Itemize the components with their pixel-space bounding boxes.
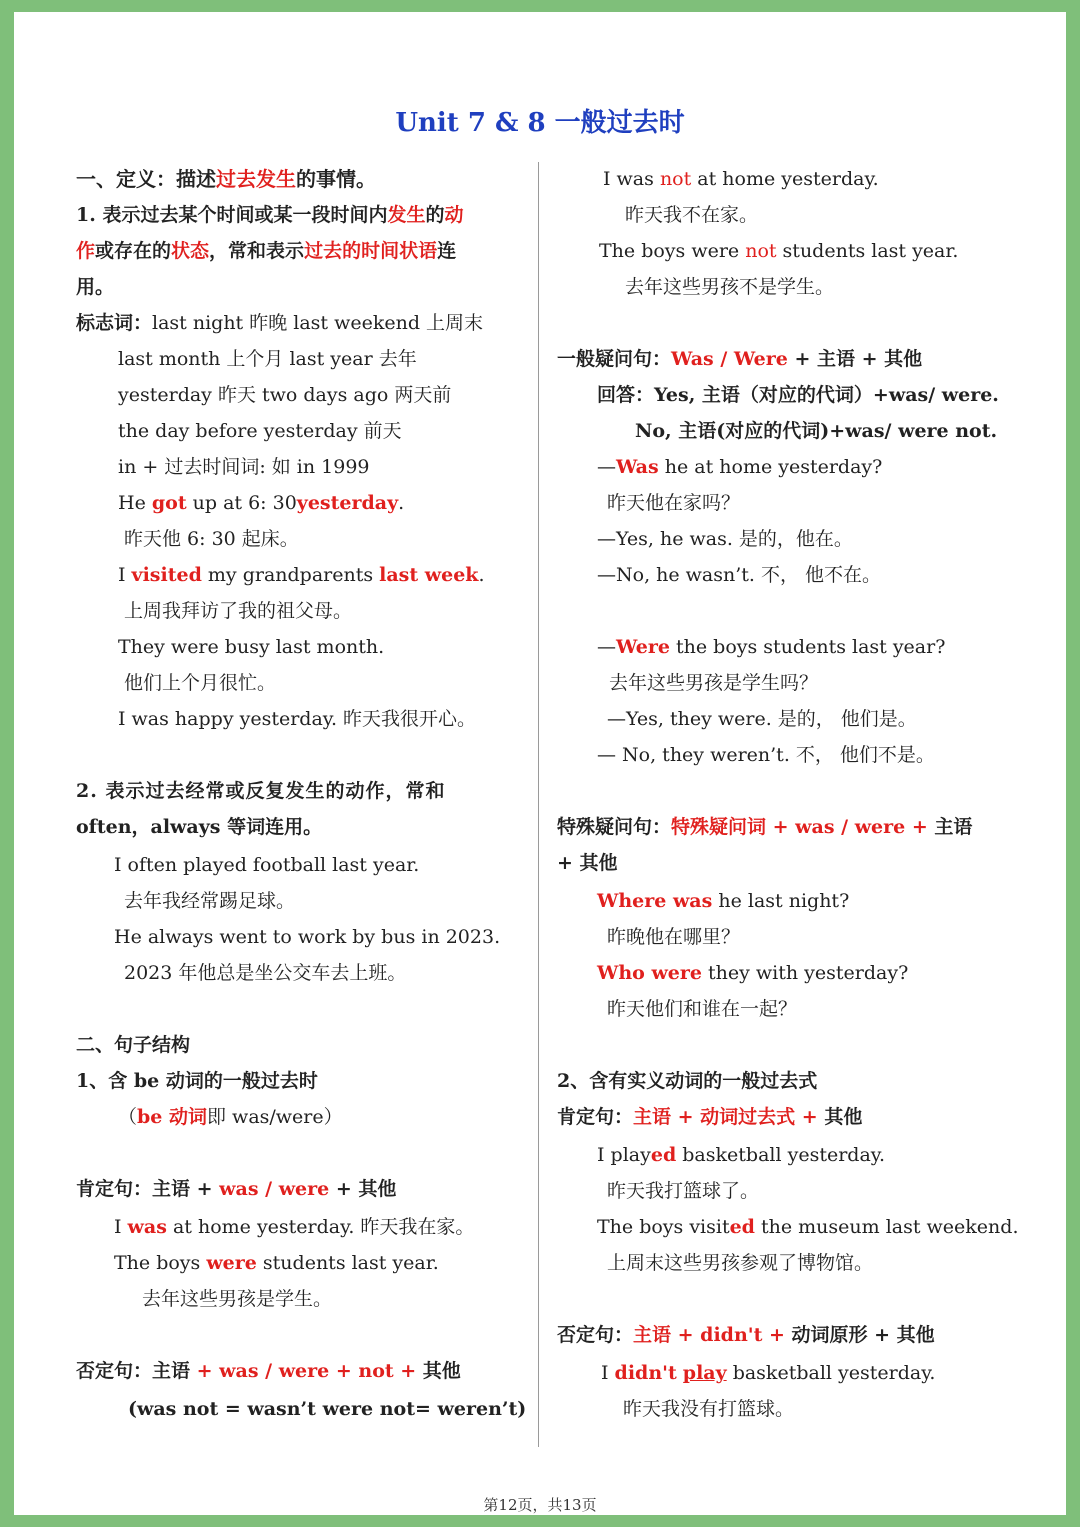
wh-question-rule-cont: + 其他 — [557, 852, 618, 874]
question-2: —Were the boys students last year? — [597, 636, 946, 658]
question-1: —Was he at home yesterday? — [597, 456, 883, 478]
action-verb-title: 2、含有实义动词的一般过去式 — [557, 1070, 818, 1092]
example-1-cn: 昨天他 6: 30 起床。 — [124, 528, 299, 550]
verb-negative-rule: 否定句：主语 + didn't + 动词原形 + 其他 — [557, 1324, 935, 1346]
wh-question-rule: 特殊疑问句：特殊疑问词 + was / were + 主语 — [557, 816, 973, 838]
verb-example-2: The boys visited the museum last weekend. — [597, 1216, 1019, 1238]
verb-negative-example-cn: 昨天我没有打篮球。 — [623, 1398, 795, 1420]
document-page — [14, 12, 1066, 1515]
negative-example-1: I was not at home yesterday. — [603, 168, 879, 190]
negative-example-2: The boys were not students last year. — [599, 240, 959, 262]
question-1-no: —No, he wasn’t. 不， 他不在。 — [597, 564, 882, 586]
example-4: I was happy yesterday. 昨天我很开心。 — [118, 708, 477, 730]
page-title: Unit 7 & 8 一般过去时 — [395, 108, 685, 138]
example-6-cn: 2023 年他总是坐公交车去上班。 — [124, 962, 407, 984]
negative-example-1-cn: 昨天我不在家。 — [625, 204, 759, 226]
question-1-yes: —Yes, he was. 是的，他在。 — [597, 528, 853, 550]
negative-rule: 否定句：主语 + was / were + not + 其他 — [76, 1360, 461, 1382]
be-verb-title: 1、含 be 动词的一般过去时 — [76, 1070, 318, 1092]
answer-yes-rule: 回答：Yes, 主语（对应的代词）+was/ were. — [597, 384, 999, 406]
example-5: I often played football last year. — [114, 854, 420, 876]
question-2-no: — No, they weren’t. 不， 他们不是。 — [597, 744, 935, 766]
point-1-line-2: 作或存在的状态，常和表示过去的时间状语连 — [76, 240, 457, 262]
wh-example-1-cn: 昨晚他在哪里？ — [607, 926, 741, 948]
markers-line-3: yesterday 昨天 two days ago 两天前 — [118, 384, 452, 406]
example-5-cn: 去年我经常踢足球。 — [124, 890, 296, 912]
verb-affirmative-rule: 肯定句：主语 + 动词过去式 + 其他 — [557, 1106, 863, 1128]
page-footer: 第12页，共13页 — [483, 1496, 597, 1514]
point-1-line-3: 用。 — [76, 276, 115, 298]
affirmative-example-2: The boys were students last year. — [114, 1252, 439, 1274]
verb-example-1: I played basketball yesterday. — [597, 1144, 886, 1166]
wh-example-2-cn: 昨天他们和谁在一起？ — [607, 998, 798, 1020]
negative-example-2-cn: 去年这些男孩不是学生。 — [625, 276, 835, 298]
point-2-line-2: often，always 等词连用。 — [76, 816, 323, 838]
be-verb-note: （be 动词即 was/were） — [118, 1106, 343, 1128]
negative-contraction-note: (was not = wasn’t were not= weren’t) — [128, 1398, 527, 1420]
markers-line-4: the day before yesterday 前天 — [118, 420, 402, 442]
point-1-line-1: 1. 表示过去某个时间或某一段时间内发生的动 — [76, 204, 464, 226]
wh-example-1: Where was he last night? — [597, 890, 850, 912]
affirmative-example-2-cn: 去年这些男孩是学生。 — [142, 1288, 333, 1310]
answer-no-rule: No, 主语(对应的代词)+was/ were not. — [635, 420, 998, 442]
markers-line-1: 标志词：last night 昨晚 last weekend 上周末 — [76, 312, 484, 334]
markers-line-2: last month 上个月 last year 去年 — [118, 348, 417, 370]
verb-negative-example: I didn't play basketball yesterday. — [601, 1362, 936, 1384]
column-divider — [538, 162, 539, 1447]
example-2-cn: 上周我拜访了我的祖父母。 — [124, 600, 353, 622]
example-2: I visited my grandparents last week. — [118, 564, 485, 586]
question-2-cn: 去年这些男孩是学生吗？ — [609, 672, 819, 694]
wh-example-2: Who were they with yesterday? — [597, 962, 909, 984]
affirmative-example-1: I was at home yesterday. 昨天我在家。 — [114, 1216, 475, 1238]
markers-line-5: in + 过去时间词: 如 in 1999 — [118, 456, 370, 478]
verb-example-1-cn: 昨天我打篮球了。 — [607, 1180, 760, 1202]
point-2-line-1: 2. 表示过去经常或反复发生的动作，常和 — [76, 780, 446, 802]
yes-no-question-rule: 一般疑问句：Was / Were + 主语 + 其他 — [557, 348, 923, 370]
example-1: He got up at 6: 30yesterday. — [118, 492, 405, 514]
verb-example-2-cn: 上周末这些男孩参观了博物馆。 — [607, 1252, 874, 1274]
example-3: They were busy last month. — [118, 636, 385, 658]
question-1-cn: 昨天他在家吗？ — [607, 492, 741, 514]
section-2-heading: 二、句子结构 — [76, 1034, 191, 1056]
affirmative-rule: 肯定句：主语 + was / were + 其他 — [76, 1178, 397, 1200]
question-2-yes: —Yes, they were. 是的， 他们是。 — [607, 708, 917, 730]
example-3-cn: 他们上个月很忙。 — [124, 672, 277, 694]
example-6: He always went to work by bus in 2023. — [114, 926, 501, 948]
definition-heading: 一、定义：描述过去发生的事情。 — [76, 167, 376, 191]
